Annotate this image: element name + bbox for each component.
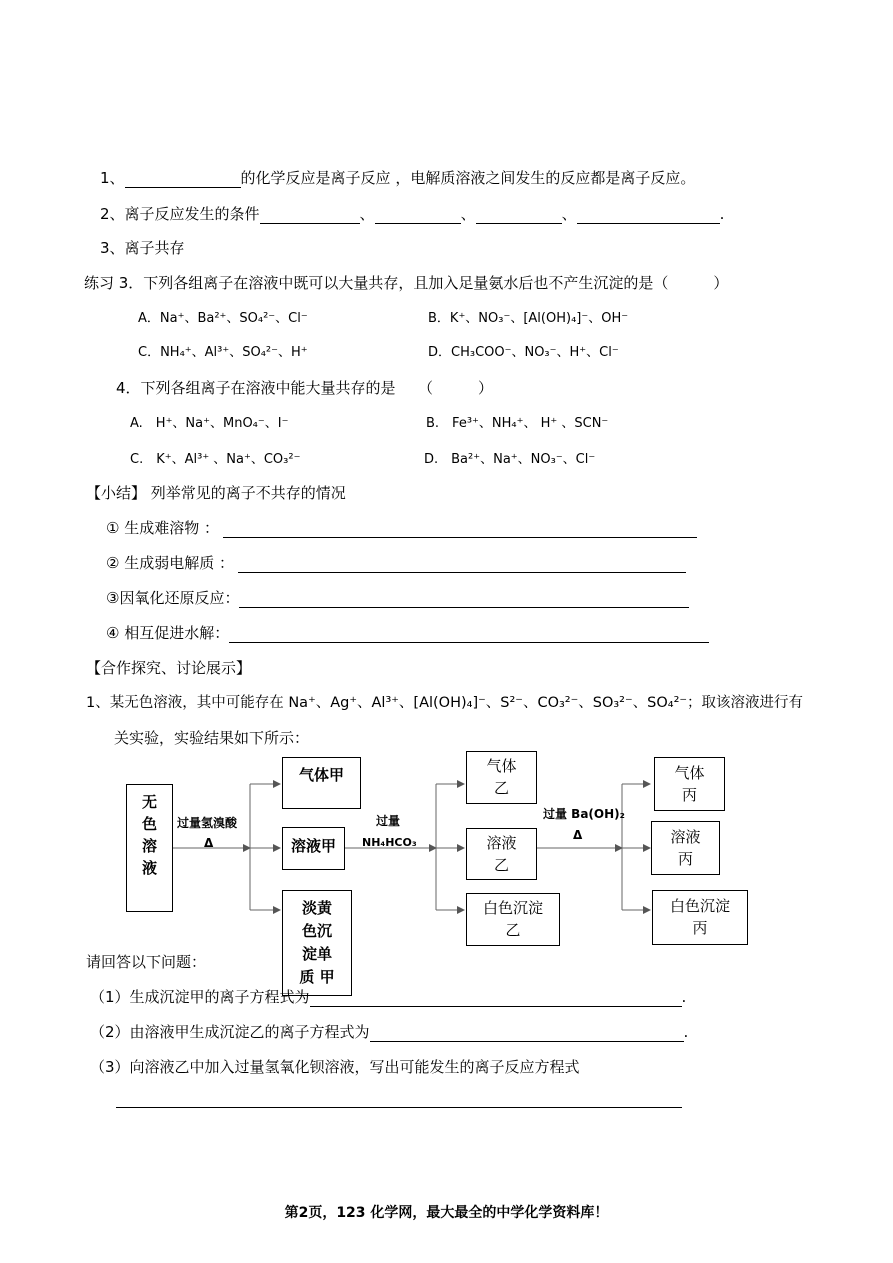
exercise-3-option-d: D．CH₃COO⁻、NO₃⁻、H⁺、Cl⁻	[428, 345, 619, 360]
exercise-3-option-b: B．K⁺、NO₃⁻、[Al(OH)₄]⁻、OH⁻	[428, 311, 629, 326]
step1-reagent-label: 过量氢溴酸	[177, 816, 238, 830]
gas-a-box: 气体甲	[282, 757, 361, 809]
solution-c-box: 溶液 丙	[651, 821, 720, 875]
exercise-4-option-d: D. Ba²⁺、Na⁺、NO₃⁻、Cl⁻	[424, 452, 596, 467]
question-part-2-text: （2）由溶液甲生成沉淀乙的离子方程式为	[90, 1023, 370, 1041]
question-part-1	[90, 987, 686, 1007]
exercise-4-option-a: A. H⁺、Na⁺、MnO₄⁻、I⁻	[130, 416, 289, 431]
step3-reagent-label: 过量 Ba(OH)₂	[543, 807, 625, 821]
question-part-3: （3）向溶液乙中加入过量氢氧化钡溶液，写出可能发生的离子反应方程式	[90, 1058, 580, 1076]
question-part-1-text: （1）生成沉淀甲的离子方程式为	[90, 988, 310, 1006]
step2-reagent-label: 过量	[376, 814, 401, 828]
summary-item-label: ④ 相互促进水解：	[106, 624, 230, 642]
separator: 、	[359, 205, 375, 223]
solution-b-box: 溶液 乙	[466, 828, 537, 880]
separator: 、	[561, 205, 577, 223]
question-part-2	[90, 1022, 688, 1042]
precipitate-c-box: 白色沉淀 丙	[652, 890, 748, 945]
answer-blank[interactable]	[370, 1025, 684, 1042]
gas-b-box: 气体 乙	[466, 751, 537, 804]
precipitate-a-box: 淡黄 色沉 淀单 质 甲	[282, 890, 352, 996]
exercise-3-stem: 练习 3．下列各组离子在溶液中既可以大量共存，且加入足量氨水后也不产生沉淀的是（ ）	[84, 274, 729, 292]
coop-question-line-2: 关实验，实验结果如下所示：	[114, 729, 310, 747]
answer-blank[interactable]	[310, 990, 682, 1007]
gas-c-box: 气体 丙	[654, 757, 725, 811]
exercise-3-option-a: A．Na⁺、Ba²⁺、SO₄²⁻、Cl⁻	[138, 311, 308, 326]
summary-item-label: ② 生成弱电解质 ：	[106, 554, 234, 572]
precipitate-b-box: 白色沉淀 乙	[466, 893, 560, 946]
question-3: 3、离子共存	[100, 239, 185, 257]
exercise-3-option-c: C．NH₄⁺、Al³⁺、SO₄²⁻、H⁺	[138, 345, 308, 360]
page-footer: 第2页，123 化学网，最大最全的中学化学资料库！	[284, 1205, 609, 1221]
exercise-4-stem: 4．下列各组离子在溶液中能大量共存的是 （ ）	[116, 379, 494, 397]
solution-a-box: 溶液甲	[282, 827, 345, 870]
summary-item-label: ③因氧化还原反应：	[106, 589, 240, 607]
question-1-number: 1、	[100, 169, 125, 187]
period: .	[719, 205, 725, 223]
question-1-text: 的化学反应是离子反应 ，电解质溶液之间发生的反应都是离子反应。	[240, 169, 696, 187]
step1-heat-symbol: Δ	[204, 836, 214, 850]
coop-title: 【合作探究、讨论展示】	[86, 659, 252, 677]
summary-item-label: ① 生成难溶物 ：	[106, 519, 219, 537]
answer-line[interactable]	[116, 1107, 682, 1108]
period: .	[681, 988, 687, 1006]
separator: 、	[460, 205, 476, 223]
step2-formula-label: NH₄HCO₃	[362, 836, 417, 849]
coop-question-line-1: 1、某无色溶液，其中可能存在 Na⁺、Ag⁺、Al³⁺、[Al(OH)₄]⁻、S²⁻、CO₃²⁻、SO₃²⁻、SO₄²⁻；取该溶液进行有	[86, 695, 804, 711]
exercise-4-option-c: C. K⁺、Al³⁺ 、Na⁺、CO₃²⁻	[130, 452, 301, 467]
period: .	[683, 1023, 689, 1041]
exercise-4-option-b: B. Fe³⁺、NH₄⁺、 H⁺ 、SCN⁻	[426, 416, 609, 431]
summary-title: 【小结】 列举常见的离子不共存的情况	[86, 484, 346, 502]
question-2-text: 2、离子反应发生的条件	[100, 205, 260, 223]
start-solution-box: 无 色 溶 液	[126, 784, 173, 912]
step3-heat-symbol: Δ	[573, 828, 583, 842]
questions-intro: 请回答以下问题：	[86, 953, 207, 971]
